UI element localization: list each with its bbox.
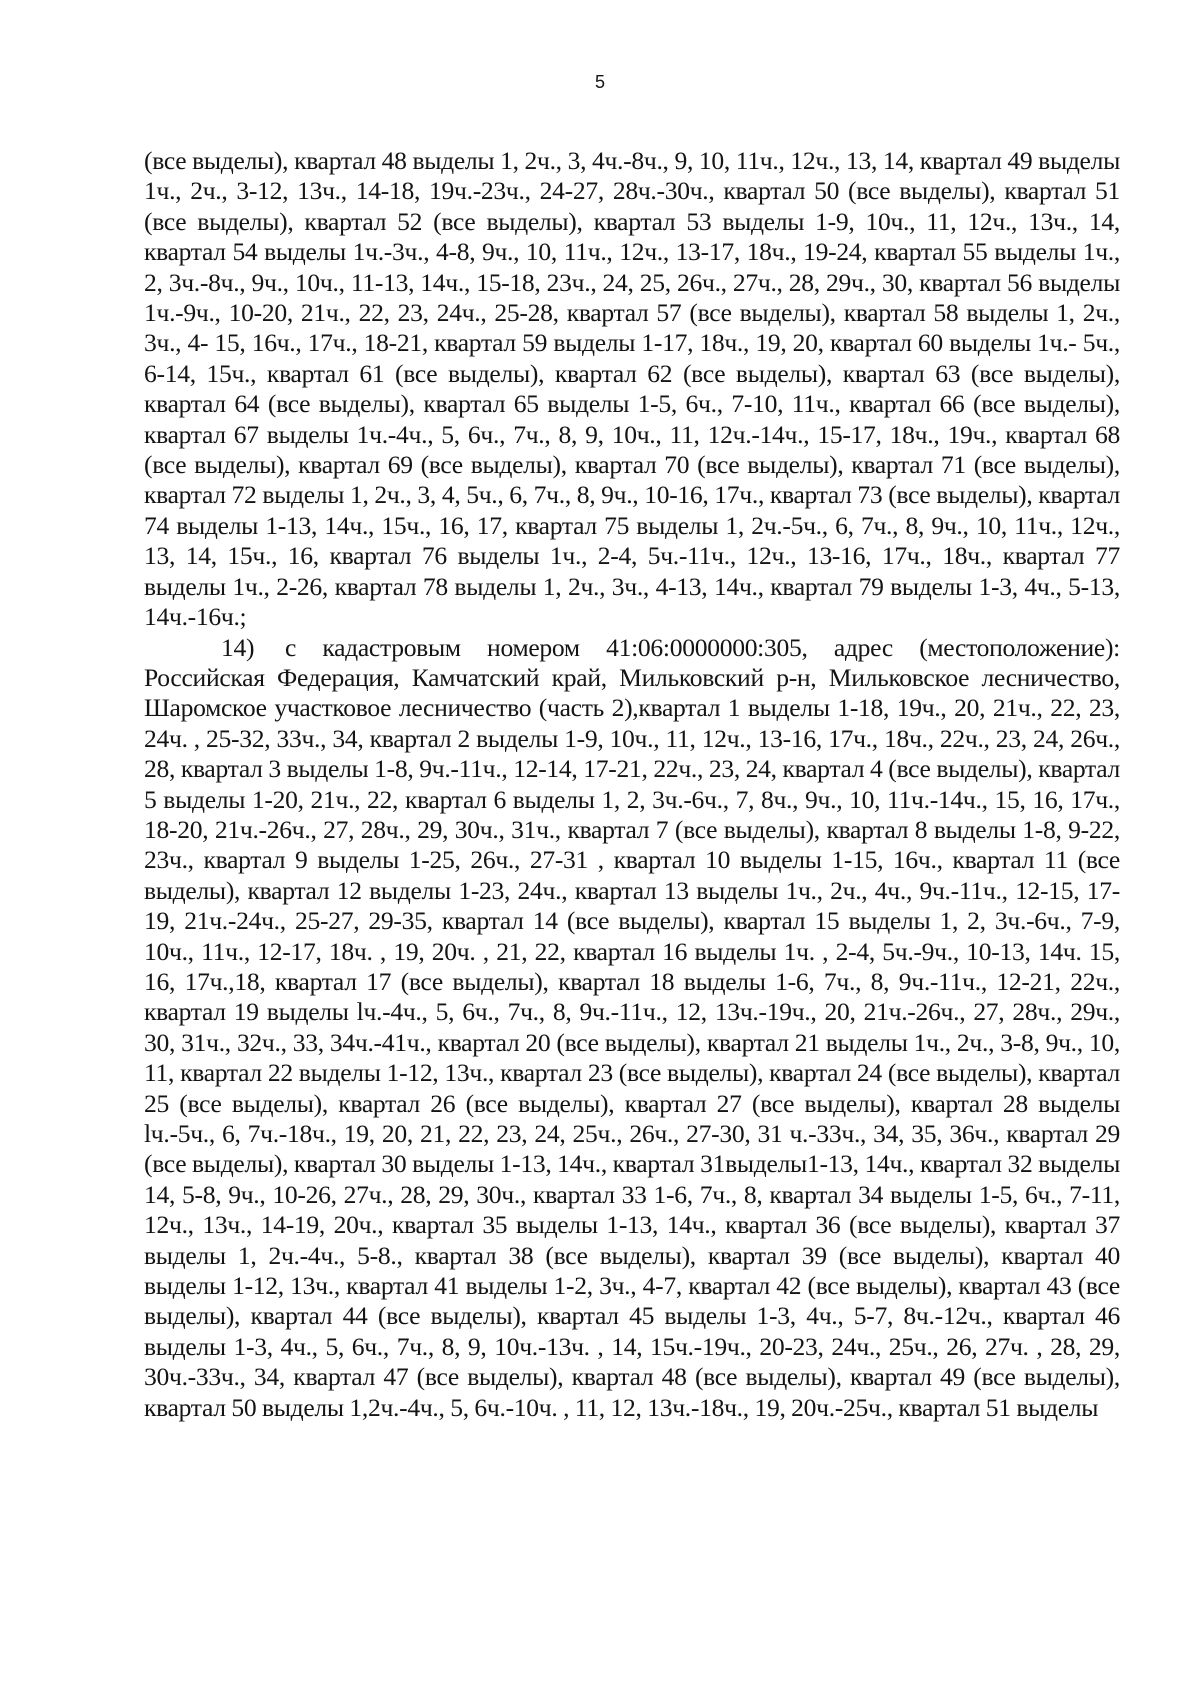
- document-body: [144, 146, 1120, 1423]
- list-item-number: 14): [221, 632, 255, 662]
- list-item-text: с кадастровым номером 41:06:0000000:305, адрес (местоположение): Российская Федерация, Камчатский край, Мильковский р-н, Мильковское лесничество, Шаромское участковое лесничество (часть 2),квартал 1 выделы 1-18, 19ч., 20, 21ч., 22, 23, 24ч. , 25-32, 33ч., 34, квартал 2 выделы 1-9, 10ч., 11, 12ч., 13-16, 17ч., 18ч., 22ч., 23, 24, 26ч., 28, квартал 3 выделы 1-8, 9ч.-11ч., 12-14, 17-21, 22ч., 23, 24, квартал 4 (все выделы), квартал 5 выделы 1-20, 21ч., 22, квартал 6 выделы 1, 2, 3ч.-6ч., 7, 8ч., 9ч., 10, 11ч.-14ч., 15, 16, 17ч., 18-20, 21ч.-26ч., 27, 28ч., 29, 30ч., 31ч., квартал 7 (все выделы), квартал 8 выделы 1-8, 9-22, 23ч., квартал 9 выделы 1-25, 26ч., 27-31 , квартал 10 выделы 1-15, 16ч., квартал 11 (все выделы), квартал 12 выделы 1-23, 24ч., квартал 13 выделы 1ч., 2ч., 4ч., 9ч.-11ч., 12-15, 17-19, 21ч.-24ч., 25-27, 29-35, квартал 14 (все выделы), квартал 15 выделы 1, 2, 3ч.-6ч., 7-9, 10ч., 11ч., 12-17, 18ч. , 19, 20ч. , 21, 22, квартал 16 выделы 1ч. , 2-4, 5ч.-9ч., 10-13, 14ч. 15, 16, 17ч.,18, квартал 17 (все выделы), квартал 18 выделы 1-6, 7ч., 8, 9ч.-11ч., 12-21, 22ч., квартал 19 выделы lч.-4ч., 5, 6ч., 7ч., 8, 9ч.-11ч., 12, 13ч.-19ч., 20, 21ч.-26ч., 27, 28ч., 29ч., 30, 31ч., 32ч., 33, 34ч.-41ч., квартал 20 (все выделы), квартал 21 выделы 1ч., 2ч., 3-8, 9ч., 10, 11, квартал 22 выделы 1-12, 13ч., квартал 23 (все выделы), квартал 24 (все выделы), квартал 25 (все выделы), квартал 26 (все выделы), квартал 27 (все выделы), квартал 28 выделы lч.-5ч., 6, 7ч.-18ч., 19, 20, 21, 22, 23, 24, 25ч., 26ч., 27-30, 31 ч.-33ч., 34, 35, 36ч., квартал 29 (все выделы), квартал 30 выделы 1-13, 14ч., квартал 31выделы1-13, 14ч., квартал 32 выделы 14, 5-8, 9ч., 10-26, 27ч., 28, 29, 30ч., квартал 33 1-6, 7ч., 8, квартал 34 выделы 1-5, 6ч., 7-11, 12ч., 13ч., 14-19, 20ч., квартал 35 выделы 1-13, 14ч., квартал 36 (все выделы), квартал 37 выделы 1, 2ч.-4ч., 5-8., квартал 38 (все выделы), квартал 39 (все выделы), квартал 40 выделы 1-12, 13ч., квартал 41 выделы 1-2, 3ч., 4-7, квартал 42 (все выделы), квартал 43 (все выделы), квартал 44 (все выделы), квартал 45 выделы 1-3, 4ч., 5-7, 8ч.-12ч., квартал 46 выделы 1-3, 4ч., 5, 6ч., 7ч., 8, 9, 10ч.-13ч. , 14, 15ч.-19ч., 20-23, 24ч., 25ч., 26, 27ч. , 28, 29, 30ч.-33ч., 34, квартал 47 (все выделы), квартал 48 (все выделы), квартал 49 (все выделы), квартал 50 выделы 1,2ч.-4ч., 5, 6ч.-10ч. , 11, 12, 13ч.-18ч., 19, 20ч.-25ч., квартал 51 выделы: [144, 632, 1120, 1422]
- paragraph-continuation: (все выделы), квартал 48 выделы 1, 2ч., 3, 4ч.-8ч., 9, 10, 11ч., 12ч., 13, 14, квартал 49 выделы 1ч., 2ч., 3-12, 13ч., 14-18, 19ч.-23ч., 24-27, 28ч.-30ч., квартал 50 (все выделы), квартал 51 (все выделы), квартал 52 (все выделы), квартал 53 выделы 1-9, 10ч., 11, 12ч., 13ч., 14, квартал 54 выделы 1ч.-3ч., 4-8, 9ч., 10, 11ч., 12ч., 13-17, 18ч., 19-24, квартал 55 выделы 1ч., 2, 3ч.-8ч., 9ч., 10ч., 11-13, 14ч., 15-18, 23ч., 24, 25, 26ч., 27ч., 28, 29ч., 30, квартал 56 выделы 1ч.-9ч., 10-20, 21ч., 22, 23, 24ч., 25-28, квартал 57 (все выделы), квартал 58 выделы 1, 2ч., 3ч., 4- 15, 16ч., 17ч., 18-21, квартал 59 выделы 1-17, 18ч., 19, 20, квартал 60 выделы 1ч.- 5ч., 6-14, 15ч., квартал 61 (все выделы), квартал 62 (все выделы), квартал 63 (все выделы), квартал 64 (все выделы), квартал 65 выделы 1-5, 6ч., 7-10, 11ч., квартал 66 (все выделы), квартал 67 выделы 1ч.-4ч., 5, 6ч., 7ч., 8, 9, 10ч., 11, 12ч.-14ч., 15-17, 18ч., 19ч., квартал 68 (все выделы), квартал 69 (все выделы), квартал 70 (все выделы), квартал 71 (все выделы), квартал 72 выделы 1, 2ч., 3, 4, 5ч., 6, 7ч., 8, 9ч., 10-16, 17ч., квартал 73 (все выделы), квартал 74 выделы 1-13, 14ч., 15ч., 16, 17, квартал 75 выделы 1, 2ч.-5ч., 6, 7ч., 8, 9ч., 10, 11ч., 12ч., 13, 14, 15ч., 16, квартал 76 выделы 1ч., 2-4, 5ч.-11ч., 12ч., 13-16, 17ч., 18ч., квартал 77 выделы 1ч., 2-26, квартал 78 выделы 1, 2ч., 3ч., 4-13, 14ч., квартал 79 выделы 1-3, 4ч., 5-13, 14ч.-16ч.;: [144, 146, 1120, 632]
- list-item-14: [144, 633, 1120, 1424]
- page-number: 5: [594, 72, 605, 92]
